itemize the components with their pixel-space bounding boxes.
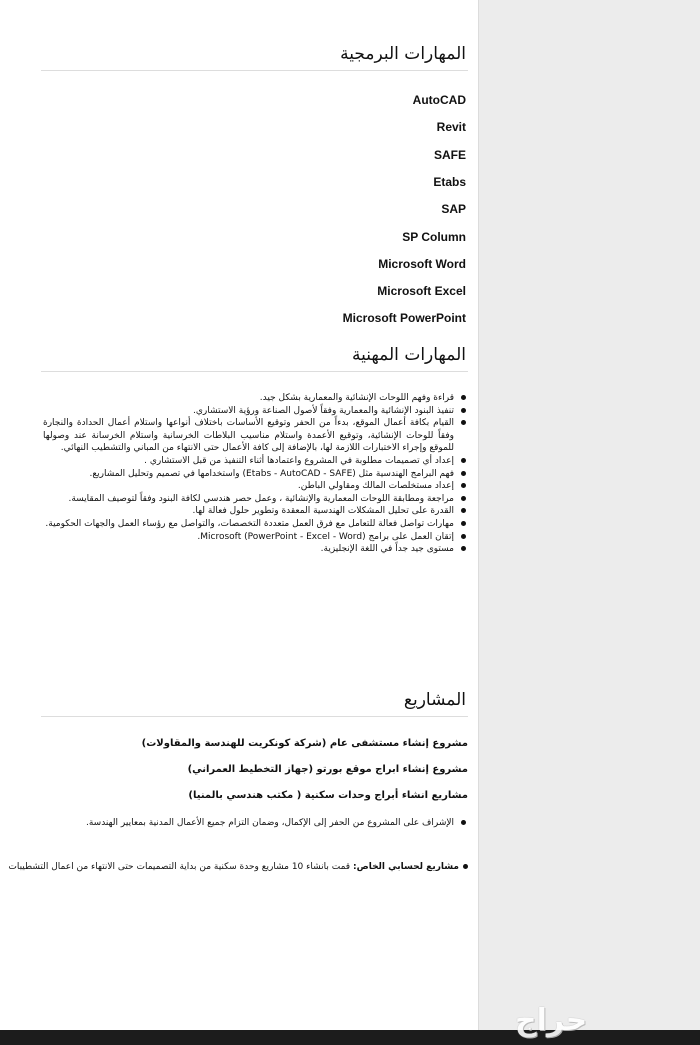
- bullet-icon: [461, 420, 466, 425]
- personal-projects-note: [8, 862, 468, 872]
- project-details-list: [43, 817, 468, 830]
- haraj-watermark: حراج: [515, 1003, 588, 1038]
- skill-item: Microsoft PowerPoint: [342, 311, 466, 325]
- list-item: تنفيذ البنود الإنشائية والمعمارية وفقاً لأصول الصناعة ورؤية الاستشاري.: [43, 405, 468, 418]
- list-item: إعداد مستخلصات المالك ومقاولي الباطن.: [43, 480, 468, 493]
- skill-item: SAP: [441, 202, 466, 216]
- skill-item: Revit: [436, 120, 466, 134]
- project-title: مشروع إنشاء مستشفى عام (شركة كونكريت للهندسة والمقاولات): [141, 738, 468, 749]
- bullet-icon: [461, 546, 466, 551]
- skill-item: Etabs: [433, 175, 466, 189]
- project-title: مشروع إنشاء ابراج موقع بورتو (جهاز التخطيط العمراني): [187, 764, 468, 775]
- professional-skills-heading: المهارات المهنية: [41, 345, 468, 372]
- list-item: إعداد أي تصميمات مطلوبة في المشروع واعتمادها أثناء التنفيذ من قبل الاستشاري .: [43, 455, 468, 468]
- list-item: مهارات تواصل فعالة للتعامل مع فرق العمل متعددة التخصصات، والتواصل مع رؤساء العمل والجهات الحكومية.: [43, 518, 468, 531]
- list-item: مستوى جيد جداً في اللغة الإنجليزية.: [43, 543, 468, 556]
- list-item: القيام بكافة أعمال الموقع، بدءاً من الحفر وتوقيع الأساسات باختلاف أنواعها واستلام أعمال الحدادة والنجارة وفقاً للوحات الإنشائية، وتوقيع الأعمدة واستلام مناسيب البلاطات الخرسانية واستلام الخرسانة عند وصولها للموقع وإجراء الاختبارات اللازمة لها، بالإضافة إلى كافة الأعمال حتى الانتهاء من المباني والتشطيب النهائي.: [43, 417, 468, 455]
- professional-skills-list: [43, 392, 468, 556]
- side-panel: [478, 0, 700, 1030]
- bullet-icon: [461, 408, 466, 413]
- list-item: مراجعة ومطابقة اللوحات المعمارية والإنشائية ، وعمل حصر هندسي لكافة البنود وفقاً لتوصيف المقايسة.: [43, 493, 468, 506]
- bullet-icon: [461, 458, 466, 463]
- bottom-bar: [0, 1030, 700, 1045]
- personal-projects-text: قمت بانشاء 10 مشاريع وحدة سكنية من بداية التصميمات حتى الانتهاء من اعمال التشطيبات: [8, 862, 351, 872]
- list-item: إتقان العمل على برامج Microsoft (PowerPoint - Excel - Word).: [43, 531, 468, 544]
- skill-item: Microsoft Word: [378, 257, 466, 271]
- bullet-icon: [461, 534, 466, 539]
- bullet-icon: [461, 521, 466, 526]
- bullet-icon: [461, 508, 466, 513]
- skill-item: AutoCAD: [412, 93, 466, 107]
- skill-item: Microsoft Excel: [377, 284, 466, 298]
- bullet-icon: [461, 496, 466, 501]
- list-item: قراءة وفهم اللوحات الإنشائية والمعمارية بشكل جيد.: [43, 392, 468, 405]
- list-item: فهم البرامج الهندسية مثل (Etabs - AutoCAD - SAFE) واستخدامها في تصميم وتحليل المشاريع.: [43, 468, 468, 481]
- list-item: الإشراف على المشروع من الحفر إلى الإكمال، وضمان التزام جميع الأعمال المدنية بمعايير الهندسة.: [43, 817, 468, 830]
- bullet-icon: [463, 864, 468, 869]
- software-skills-heading: المهارات البرمجية: [41, 44, 468, 71]
- project-title: مشاريع انشاء أبراج وحدات سكنية ( مكتب هندسي بالمنيا): [188, 790, 468, 801]
- bullet-icon: [461, 483, 466, 488]
- bullet-icon: [461, 395, 466, 400]
- skill-item: SAFE: [433, 148, 466, 162]
- bullet-icon: [461, 820, 466, 825]
- projects-heading: المشاريع: [41, 690, 468, 717]
- personal-projects-label: مشاريع لحسابي الخاص:: [352, 862, 459, 872]
- list-item: القدرة على تحليل المشكلات الهندسية المعقدة وتطوير حلول فعالة لها.: [43, 505, 468, 518]
- skill-item: SP Column: [402, 230, 466, 244]
- bullet-icon: [461, 471, 466, 476]
